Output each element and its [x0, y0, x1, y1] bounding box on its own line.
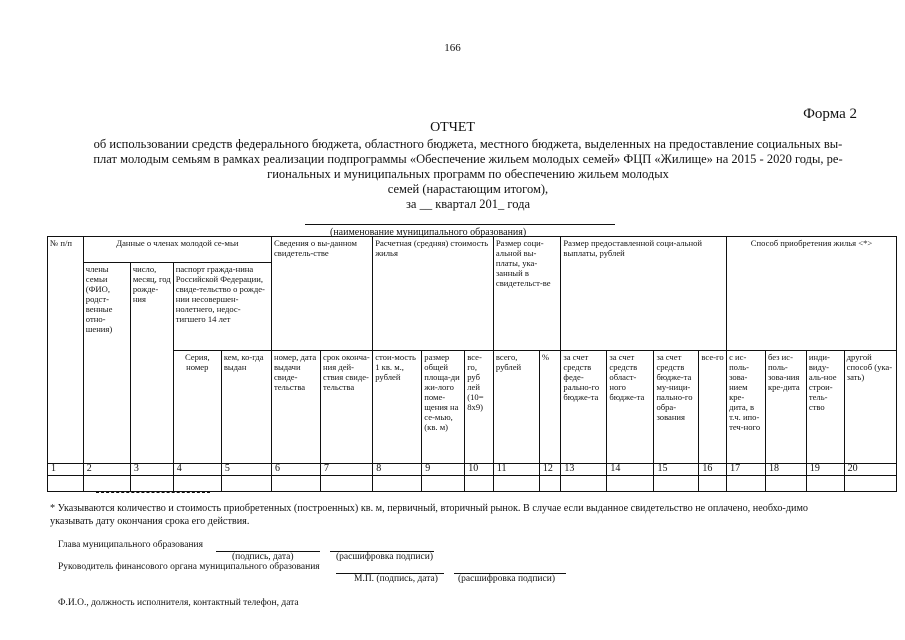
header-payment-provided: Размер предоставленной соци-альной выплаты, рублей [561, 237, 727, 351]
form-label: Форма 2 [803, 106, 857, 122]
column-number: 6 [271, 464, 320, 476]
report-subtitle-line-4: семей (нарастающим итогом), [387, 182, 549, 196]
header-members: члены семьи (ФИО, родст-венные отно-шения) [83, 263, 130, 464]
column-number: 16 [699, 464, 727, 476]
head-label: Глава муниципального образования [58, 540, 203, 550]
column-number: 9 [422, 464, 465, 476]
report-table [47, 236, 897, 492]
header-cost: Расчетная (средняя) стоимость жилья [373, 237, 494, 351]
header-certificate: Сведения о вы-данном свидетель-стве [271, 237, 372, 351]
footnote-separator [96, 492, 210, 493]
header-cost-total: все-го, руб лей (10= 8x9) [465, 351, 494, 464]
report-period: за __ квартал 201_ года [405, 197, 531, 211]
header-cost-sqm: стои-мость 1 кв. м., рублей [373, 351, 422, 464]
column-number: 7 [321, 464, 373, 476]
column-number: 20 [844, 464, 896, 476]
footnote: * Указываются количество и стоимость приобретенных (построенных) кв. м, первичный, вторичный рынок. В случае если выданное свидетельство не оплачено, необхо-димо указывать дату окончания срока его действия. [50, 503, 808, 527]
header-mortgage: с ис-поль-зова-нием кре-дита, в т.ч. ипо-теч-ного [727, 351, 766, 464]
column-number: 13 [561, 464, 607, 476]
header-payment-size: Размер соци-альной вы-платы, ука-занный в свидетельст-ве [493, 237, 561, 351]
header-issued-by: кем, ко-гда выдан [221, 351, 271, 464]
column-number: 17 [727, 464, 766, 476]
column-number: 15 [654, 464, 699, 476]
header-payment-total: всего, рублей [493, 351, 539, 464]
page-number: 166 [444, 42, 461, 54]
header-acquisition-method: Способ приобретения жилья <*> [727, 237, 897, 351]
header-series: Серия, номер [173, 351, 221, 464]
municipality-caption: (наименование муниципального образования) [330, 227, 527, 238]
report-subtitle-line-1: об использовании средств федерального бюджета, областного бюджета, местного бюджета, выделенных на предоставление социальных вы- [93, 137, 843, 151]
column-number: 18 [765, 464, 806, 476]
column-number: 12 [539, 464, 560, 476]
executor-info: Ф.И.О., должность исполнителя, контактный телефон, дата [58, 598, 299, 608]
header-individual-construction: инди-виду-аль-ное строи-тель-ство [806, 351, 844, 464]
report-title: ОТЧЕТ [430, 120, 475, 135]
header-birth-date: число, месяц, год рожде-ния [130, 263, 173, 464]
header-num: № п/п [48, 237, 84, 464]
column-number: 10 [465, 464, 494, 476]
header-payment-percent: % [539, 351, 560, 464]
header-no-credit: без ис-поль-зова-ния кре-дита [765, 351, 806, 464]
column-number: 4 [173, 464, 221, 476]
column-number: 3 [130, 464, 173, 476]
mp-sign-date-caption: М.П. (подпись, дата) [354, 574, 438, 584]
header-regional: за счет средств област-ного бюдже-та [607, 351, 654, 464]
finance-head-label: Руководитель финансового органа муниципального образования [58, 562, 320, 572]
header-cert-term: срок окончa-ния дей-ствия свиде-тельства [321, 351, 373, 464]
column-number: 14 [607, 464, 654, 476]
data-row-empty [48, 476, 897, 492]
column-number-row [48, 464, 897, 476]
column-number: 11 [493, 464, 539, 476]
municipality-line [305, 224, 615, 225]
header-area: размер общей площа-ди жи-лого поме-щения на се-мью, (кв. м) [422, 351, 465, 464]
header-municipal: за счет средств бюдже-та му-ници-пально-го обра-зования [654, 351, 699, 464]
column-number: 8 [373, 464, 422, 476]
header-federal: за счет средств феде-рально-го бюдже-та [561, 351, 607, 464]
column-number: 2 [83, 464, 130, 476]
column-number: 5 [221, 464, 271, 476]
header-family: Данные о членах молодой се-мьи [83, 237, 271, 263]
head-decode-caption: (расшифровка подписи) [336, 552, 433, 562]
header-provided-total: все-го [699, 351, 727, 464]
finance-decode-caption: (расшифровка подписи) [458, 574, 555, 584]
header-passport: паспорт гражда-нина Российской Федерации, свиде-тельство о рожде-нии несовершен-нолетнего, недос-тигшего 14 лет [173, 263, 271, 351]
header-other-method: другой способ (ука-зать) [844, 351, 896, 464]
head-sign-date-caption: (подпись, дата) [232, 552, 294, 562]
report-subtitle-line-2: плат молодым семьям в рамках реализации подпрограммы «Обеспечение жильем молодых семей» ФЦП «Жилище» на 2015 - 2020 годы, ре- [93, 152, 843, 166]
column-number: 1 [48, 464, 84, 476]
report-subtitle-line-3: гиональных и муниципальных программ по обеспечению жильем молодых [267, 167, 669, 181]
column-number: 19 [806, 464, 844, 476]
header-cert-number: номер, дата выдачи свиде-тельства [271, 351, 320, 464]
